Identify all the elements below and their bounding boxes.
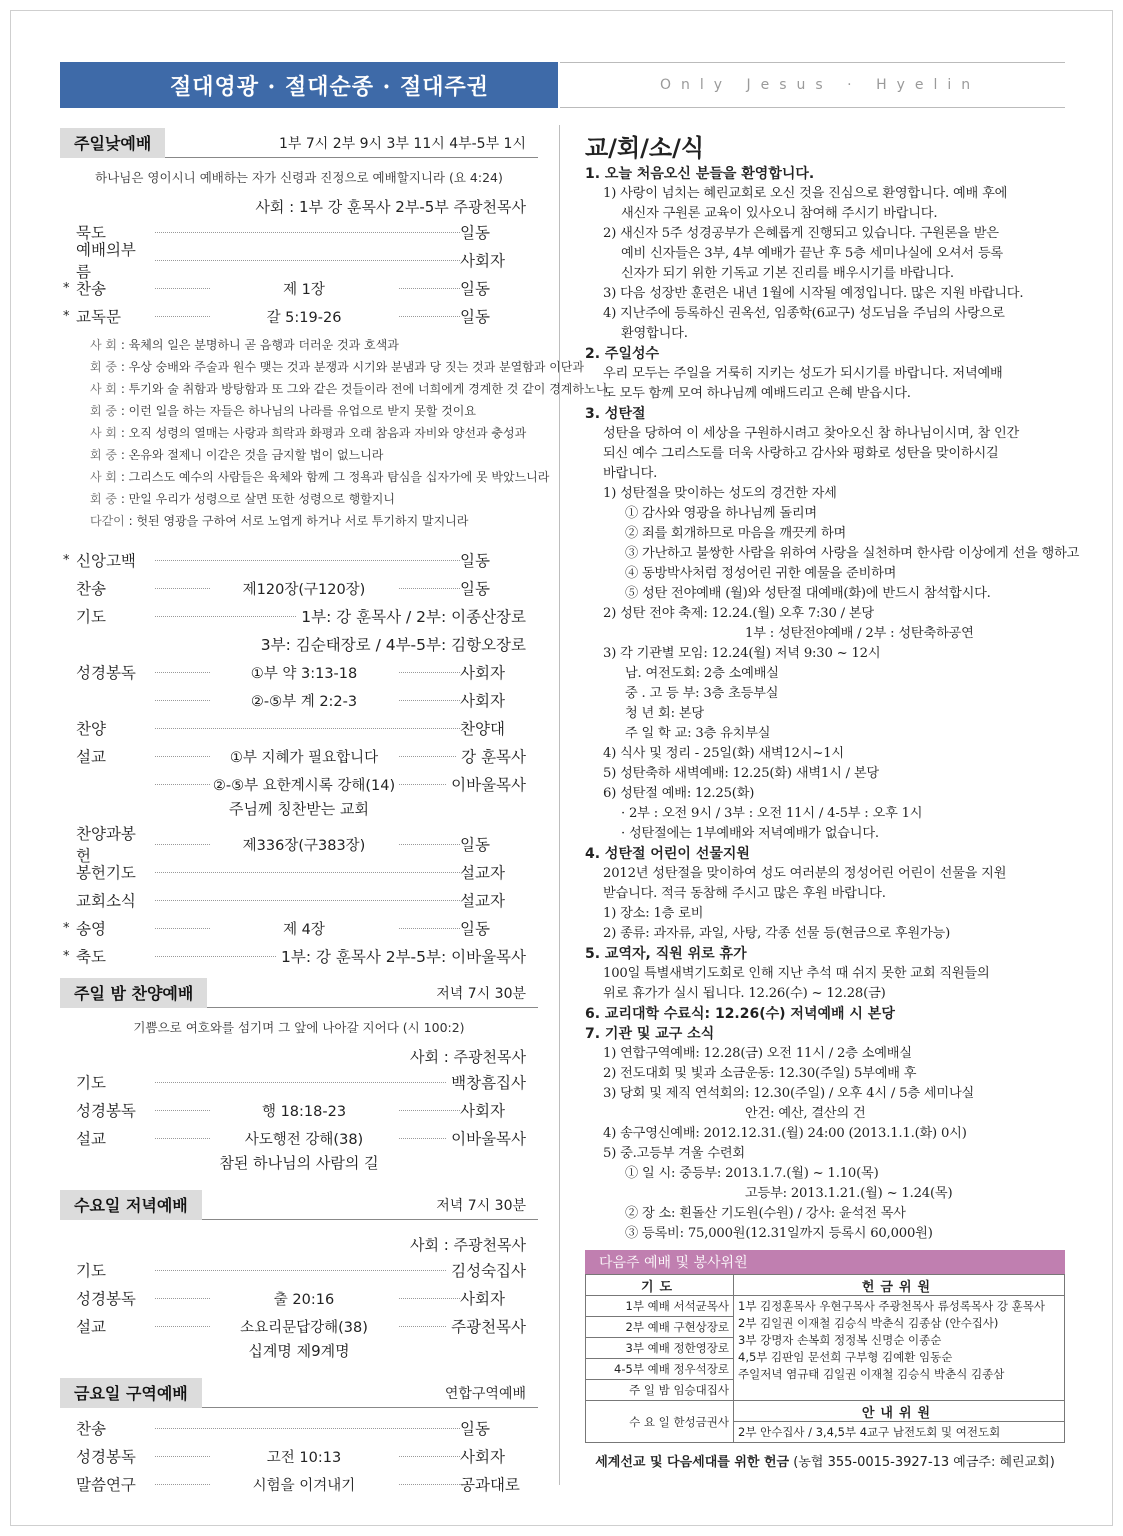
section-title: 주일 밤 찬양예배 bbox=[60, 978, 207, 1008]
order-detail: 제 1장 bbox=[210, 278, 398, 299]
offering-line: 주일저녁 염규태 김일권 이재철 김승식 박춘식 김종삼 bbox=[738, 1367, 1005, 1381]
order-leader: 강 훈목사 bbox=[457, 745, 526, 767]
news-line: ① 감사와 영광을 하나님께 돌리며 bbox=[625, 506, 817, 521]
order-label: 설교 bbox=[76, 1130, 106, 1148]
leader-dots bbox=[155, 560, 460, 561]
order-row bbox=[60, 546, 538, 574]
sermon-subtitle: 참된 하나님의 사람의 길 bbox=[219, 1154, 379, 1172]
prayer-header: 기도 bbox=[586, 1275, 734, 1296]
host-line: 사회 : 주광천목사 bbox=[409, 1236, 526, 1254]
order-leader: 주광천목사 bbox=[447, 1315, 526, 1337]
host-line: 사회 : 주광천목사 bbox=[409, 1048, 526, 1066]
order-detail: 행 18:18-23 bbox=[210, 1100, 398, 1121]
responsive-line: 회 중 : 만일 우리가 성령으로 살면 또한 성령으로 행할지니 bbox=[90, 492, 395, 506]
news-list bbox=[585, 164, 1080, 1244]
news-line: 6) 성탄절 예배: 12.25(화) bbox=[603, 786, 755, 801]
section-title: 수요일 저녁예배 bbox=[60, 1190, 202, 1220]
reading-text: 만일 우리가 성령으로 살면 또한 성령으로 행할지니 bbox=[128, 492, 395, 506]
news-line: 성탄을 당하여 이 세상을 구원하시려고 찾아오신 참 하나님이시며, 참 인간 bbox=[603, 426, 1020, 441]
news-line: ① 일 시: 중등부: 2013.1.7.(월) ~ 1.10(목) bbox=[625, 1166, 879, 1181]
prayer-cell: 2부 예배 구현상장로 bbox=[586, 1317, 734, 1338]
order-leader: 이바울목사 bbox=[447, 1127, 526, 1149]
news-line: 1) 장소: 1층 로비 bbox=[603, 906, 704, 921]
news-line: 청 년 회: 본당 bbox=[625, 706, 704, 721]
order-leader: 일동 bbox=[460, 917, 526, 939]
order-row bbox=[60, 1256, 538, 1284]
news-item-heading: 7. 기관 및 교구 소식 bbox=[585, 1026, 715, 1042]
section-times: 연합구역예배 bbox=[444, 1385, 526, 1402]
news-line: 신자가 되기 위한 기독교 기본 진리를 배우시기를 바랍니다. bbox=[621, 266, 954, 281]
reading-text: 우상 숭배와 주술과 원수 맺는 것과 분쟁과 시기와 분냄과 당 짓는 것과 분열함과 이단과 bbox=[128, 360, 584, 374]
order-row bbox=[60, 602, 538, 630]
order-detail: ①부 지혜가 필요합니다 bbox=[210, 746, 398, 767]
reader-role: 사 회 bbox=[90, 382, 117, 396]
news-line: 위로 휴가가 실시 됩니다. 12.26(수) ~ 12.28(금) bbox=[603, 986, 886, 1001]
order-leader: 사회자 bbox=[460, 689, 526, 711]
church-news-column bbox=[585, 128, 1080, 1470]
order-label: 말씀연구 bbox=[76, 1476, 136, 1494]
responsive-line: 사 회 : 그리스도 예수의 사람들은 육체와 함께 그 정욕과 탐심을 십자가에 못 박았느니라 bbox=[90, 470, 550, 484]
responsive-line: 회 중 : 우상 숭배와 주술과 원수 맺는 것과 분쟁과 시기와 분냄과 당 짓는 것과 분열함과 이단과 bbox=[90, 360, 584, 374]
order-leader: 일동 bbox=[460, 577, 526, 599]
responsive-line: 사 회 : 육체의 일은 분명하니 곧 음행과 더러운 것과 호색과 bbox=[90, 338, 399, 352]
responsive-line: 다같이 : 헛된 영광을 구하여 서로 노엽게 하거나 서로 투기하지 말지니라 bbox=[90, 514, 469, 528]
order-row bbox=[60, 886, 538, 914]
leader-dots bbox=[155, 232, 460, 233]
leader-dots bbox=[155, 260, 460, 261]
responsive-line: 회 중 : 온유와 절제니 이같은 것을 금지할 법이 없느니라 bbox=[90, 448, 384, 462]
news-line: 4) 지난주에 등록하신 권옥선, 임종학(6교구) 성도님을 주님의 사랑으로 bbox=[603, 306, 1005, 321]
news-line: 4) 식사 및 정리 - 25일(화) 새벽12시~1시 bbox=[603, 746, 844, 761]
reader-role: 사 회 bbox=[90, 470, 117, 484]
order-detail: 제120장(구120장) bbox=[210, 578, 398, 599]
news-line: ③ 등록비: 75,000원(12.31일까지 등록시 60,000원) bbox=[625, 1226, 933, 1241]
news-line: 우리 모두는 주일을 거룩히 지키는 성도가 되시기를 바랍니다. 저녁예배 bbox=[603, 366, 1003, 381]
order-detail: 사도행전 강해(38) bbox=[210, 1128, 398, 1149]
order-label: 봉헌기도 bbox=[76, 864, 136, 882]
offering-cell bbox=[734, 1296, 1065, 1401]
order-row bbox=[60, 1414, 538, 1442]
standing-mark: * bbox=[63, 308, 70, 324]
offering-line: 4,5부 김판임 문선희 구부형 김예환 임동순 bbox=[738, 1350, 953, 1364]
order-label: 기도 bbox=[76, 1074, 106, 1092]
reading-text: 투기와 술 취함과 방탕함과 또 그와 같은 것들이라 전에 너희에게 경계한 것 같이 경계하노니 bbox=[128, 382, 608, 396]
reader-role: 회 중 bbox=[90, 492, 117, 506]
news-line: ③ 가난하고 불쌍한 사람을 위하여 사랑을 실천하며 한사람 이상에게 선을 행하고 bbox=[625, 546, 1080, 561]
standing-mark: * bbox=[63, 280, 70, 296]
order-list bbox=[60, 1068, 538, 1152]
section-header-sunday-evening bbox=[60, 978, 538, 1008]
order-leader: 찬양대 bbox=[460, 717, 526, 739]
order-label: 신앙고백 bbox=[76, 552, 136, 570]
order-list bbox=[60, 218, 538, 330]
order-row bbox=[60, 686, 538, 714]
news-line: 2) 성탄 전야 축제: 12.24.(월) 오후 7:30 / 본당 bbox=[603, 606, 874, 621]
news-line: 중 . 고 등 부: 3층 초등부실 bbox=[625, 686, 779, 701]
leader-dots bbox=[155, 728, 460, 729]
section-times: 1부 7시 2부 9시 3부 11시 4부-5부 1시 bbox=[279, 135, 526, 152]
news-item-heading: 1. 오늘 처음오신 분들을 환영합니다. bbox=[585, 166, 815, 182]
responsive-line: 사 회 : 오직 성령의 열매는 사랑과 희락과 화평과 오래 참음과 자비와 양선과 충성과 bbox=[90, 426, 527, 440]
order-leader: 설교자 bbox=[460, 861, 526, 883]
order-row bbox=[60, 1284, 538, 1312]
order-label: 성경봉독 bbox=[76, 664, 136, 682]
order-leader: 일동 bbox=[460, 221, 526, 243]
volunteers-header: 다음주 예배 및 봉사위원 bbox=[585, 1250, 1065, 1274]
news-line: 4) 송구영신예배: 2012.12.31.(월) 24:00 (2013.1.1.(화) 0시) bbox=[603, 1126, 967, 1141]
news-line: 안건: 예산, 결산의 건 bbox=[745, 1106, 866, 1121]
order-leader: 사회자 bbox=[460, 1287, 526, 1309]
order-detail: 출 20:16 bbox=[210, 1288, 398, 1309]
order-label: 기도 bbox=[76, 608, 106, 626]
order-label: 찬양과봉헌 bbox=[76, 825, 136, 865]
reading-text: 오직 성령의 열매는 사랑과 희락과 화평과 오래 참음과 자비와 양선과 충성과 bbox=[128, 426, 527, 440]
news-line: 1부 : 성탄전야예배 / 2부 : 성탄축하공연 bbox=[745, 626, 974, 641]
order-leader: 사회자 bbox=[460, 1099, 526, 1121]
order-label: 교독문 bbox=[76, 308, 121, 326]
news-line: 5) 중.고등부 겨울 수련회 bbox=[603, 1146, 745, 1161]
prayer-cell: 주 일 밤 임승대집사 bbox=[586, 1380, 734, 1401]
news-line: 100일 특별새벽기도회로 인해 지난 추석 때 쉬지 못한 교회 직원들의 bbox=[603, 966, 990, 981]
reader-role: 다같이 bbox=[90, 514, 125, 528]
order-label: 기도 bbox=[76, 1262, 106, 1280]
reader-role: 회 중 bbox=[90, 360, 117, 374]
order-label: 송영 bbox=[76, 920, 106, 938]
order-row bbox=[60, 302, 538, 330]
news-line: · 성탄절에는 1부예배와 저녁예배가 없습니다. bbox=[621, 826, 879, 841]
section-times: 저녁 7시 30분 bbox=[436, 1197, 526, 1214]
news-item-heading: 4. 성탄절 어린이 선물지원 bbox=[585, 846, 750, 862]
news-line: 2) 전도대회 및 빛과 소금운동: 12.30(주일) 5부예배 후 bbox=[603, 1066, 917, 1081]
order-label: 찬송 bbox=[76, 1420, 106, 1438]
mission-offering-note bbox=[585, 1451, 1065, 1470]
news-line: ④ 동방박사처럼 정성어린 귀한 예물을 준비하며 bbox=[625, 566, 897, 581]
offering-line: 3부 강명자 손복희 정정복 신명순 이종순 bbox=[738, 1333, 942, 1347]
reading-text: 육체의 일은 분명하니 곧 음행과 더러운 것과 호색과 bbox=[128, 338, 399, 352]
order-leader: 일동 bbox=[460, 833, 526, 855]
section-header-sunday-morning bbox=[60, 128, 538, 158]
standing-mark: * bbox=[63, 552, 70, 568]
leader-dots bbox=[155, 1270, 460, 1271]
reader-role: 회 중 bbox=[90, 448, 117, 462]
reading-text: 온유와 절제니 이같은 것을 금지할 법이 없느니라 bbox=[128, 448, 384, 462]
order-label: 설교 bbox=[76, 748, 106, 766]
responsive-line: 사 회 : 투기와 술 취함과 방탕함과 또 그와 같은 것들이라 전에 너희에게 경계한 것 같이 경계하노니 bbox=[90, 382, 608, 396]
news-line: 1) 연합구역예배: 12.28(금) 오전 11시 / 2층 소예배실 bbox=[603, 1046, 912, 1061]
order-row bbox=[60, 914, 538, 942]
order-leader: 백창흠집사 bbox=[447, 1071, 526, 1093]
motto-banner: 절대영광 · 절대순종 · 절대주권 bbox=[60, 62, 558, 108]
order-leader: 사회자 bbox=[460, 1445, 526, 1467]
news-item-heading: 3. 성탄절 bbox=[585, 406, 646, 422]
order-leader: 사회자 bbox=[460, 661, 526, 683]
order-detail: 제336장(구383장) bbox=[210, 834, 398, 855]
order-label: 묵도 bbox=[76, 224, 106, 242]
news-item-heading: 2. 주일성수 bbox=[585, 346, 660, 362]
order-list bbox=[60, 825, 538, 970]
news-line: 되신 예수 그리스도를 더욱 사랑하고 감사와 평화로 성탄을 맞이하시길 bbox=[603, 446, 999, 461]
leader-dots bbox=[155, 1082, 460, 1083]
reader-role: 회 중 bbox=[90, 404, 117, 418]
order-label: 예배의부름 bbox=[76, 241, 136, 281]
prayer-cell: 4-5부 예배 정우석장로 bbox=[586, 1359, 734, 1380]
order-leader: 일동 bbox=[460, 305, 526, 327]
order-row bbox=[60, 1068, 538, 1096]
order-leader: 3부: 김순태장로 / 4부-5부: 김항오장로 bbox=[257, 633, 526, 655]
guide-cell: 2부 안수집사 / 3,4,5부 4교구 남전도회 및 여전도회 bbox=[734, 1422, 1065, 1443]
leader-dots bbox=[155, 872, 460, 873]
order-row bbox=[60, 1312, 538, 1340]
news-line: 2) 새신자 5주 성경공부가 은혜롭게 진행되고 있습니다. 구원론을 받은 bbox=[603, 226, 999, 241]
order-row bbox=[60, 714, 538, 742]
news-line: 도 모두 함께 모여 하나님께 예배드리고 은혜 받읍시다. bbox=[603, 386, 911, 401]
offering-title: 세계선교 및 다음세대를 위한 헌금 bbox=[595, 1455, 790, 1470]
standing-mark: * bbox=[63, 920, 70, 936]
section-title: 주일낮예배 bbox=[60, 128, 165, 158]
order-label: 교회소식 bbox=[76, 892, 136, 910]
order-leader: 일동 bbox=[460, 277, 526, 299]
news-line: 2012년 성탄절을 맞이하여 성도 여러분의 정성어린 어린이 선물을 지원 bbox=[603, 866, 1007, 881]
order-leader: 공과대로 bbox=[460, 1473, 526, 1495]
section-title: 금요일 구역예배 bbox=[60, 1378, 202, 1408]
order-label: 찬송 bbox=[76, 580, 106, 598]
prayer-cell: 3부 예배 정한영장로 bbox=[586, 1338, 734, 1359]
news-line: 5) 성탄축하 새벽예배: 12.25(화) 새벽1시 / 본당 bbox=[603, 766, 879, 781]
news-line: 3) 각 기관별 모임: 12.24(월) 저녁 9:30 ~ 12시 bbox=[603, 646, 881, 661]
prayer-cell: 수 요 일 한성금권사 bbox=[586, 1401, 734, 1443]
order-row bbox=[60, 1442, 538, 1470]
offering-line: 2부 김일권 이재철 김승식 박춘식 김종삼 (안수집사) bbox=[738, 1316, 999, 1330]
order-row bbox=[60, 1124, 538, 1152]
order-label: 찬송 bbox=[76, 280, 106, 298]
order-row bbox=[60, 770, 538, 798]
reading-text: 그리스도 예수의 사람들은 육체와 함께 그 정욕과 탐심을 십자가에 못 박았느니라 bbox=[128, 470, 550, 484]
order-row bbox=[60, 658, 538, 686]
prayer-cell: 1부 예배 서석균목사 bbox=[586, 1296, 734, 1317]
reader-role: 사 회 bbox=[90, 426, 117, 440]
order-detail: ②-⑤부 요한계시록 강해(14) bbox=[210, 774, 398, 795]
news-line: 환영합니다. bbox=[621, 326, 688, 341]
responsive-reading bbox=[60, 334, 608, 532]
order-leader: 1부: 강 훈목사 2부-5부: 이바울목사 bbox=[277, 945, 526, 967]
news-line: 바랍니다. bbox=[603, 466, 658, 481]
section-header-friday bbox=[60, 1378, 538, 1408]
responsive-line: 회 중 : 이런 일을 하는 자들은 하나님의 나라를 유업으로 받지 못할 것이요 bbox=[90, 404, 476, 418]
sermon-subtitle: 십계명 제9계명 bbox=[248, 1342, 350, 1360]
leader-dots bbox=[155, 900, 460, 901]
news-line: 받습니다. 적극 동참해 주시고 많은 후원 바랍니다. bbox=[603, 886, 886, 901]
leader-dots bbox=[155, 1428, 460, 1429]
bank-account: (농협 355-0015-3927-13 예금주: 혜린교회) bbox=[789, 1455, 1055, 1470]
order-row bbox=[60, 241, 538, 281]
news-item-heading: 6. 교리대학 수료식: 12.26(수) 저녁예배 시 본당 bbox=[585, 1006, 895, 1022]
scripture-verse: 하나님은 영이시니 예배하는 자가 신령과 진정으로 예배할지니라 (요 4:24) bbox=[95, 170, 503, 185]
news-line: ② 장 소: 흰돌산 기도원(수원) / 강사: 윤석전 목사 bbox=[625, 1206, 906, 1221]
worship-order-column bbox=[60, 128, 608, 1498]
news-line: 2) 종류: 과자류, 과일, 사탕, 각종 선물 등(현금으로 후원가능) bbox=[603, 926, 951, 941]
reader-role: 사 회 bbox=[90, 338, 117, 352]
news-line: 3) 당회 및 제직 연석회의: 12.30(주일) / 오후 4시 / 5층 세미나실 bbox=[603, 1086, 975, 1101]
news-line: 예비 신자들은 3부, 4부 예배가 끝난 후 5층 세미나실에 오셔서 등록 bbox=[621, 246, 1003, 261]
scripture-verse: 기쁨으로 여호와를 섬기며 그 앞에 나아갈 지어다 (시 100:2) bbox=[133, 1020, 465, 1035]
news-item-heading: 5. 교역자, 직원 위로 휴가 bbox=[585, 946, 747, 962]
order-label: 성경봉독 bbox=[76, 1448, 136, 1466]
order-row bbox=[60, 825, 538, 865]
order-list bbox=[60, 1256, 538, 1340]
sermon-subtitle: 주님께 칭찬받는 교회 bbox=[229, 800, 369, 818]
order-list bbox=[60, 546, 538, 798]
order-row bbox=[60, 942, 538, 970]
column-divider bbox=[559, 125, 560, 1485]
order-leader: 이바울목사 bbox=[447, 773, 526, 795]
order-row bbox=[60, 630, 538, 658]
order-leader: 일동 bbox=[460, 549, 526, 571]
offering-line: 1부 김정훈목사 우현구목사 주광천목사 류성록목사 강 훈목사 bbox=[738, 1299, 1045, 1313]
news-line: · 2부 : 오전 9시 / 3부 : 오전 11시 / 4-5부 : 오후 1시 bbox=[621, 806, 923, 821]
section-times: 저녁 7시 30분 bbox=[436, 985, 526, 1002]
standing-mark: * bbox=[63, 948, 70, 964]
news-line: 3) 다음 성장반 훈련은 내년 1월에 시작될 예정입니다. 많은 지원 바랍니다. bbox=[603, 286, 1024, 301]
order-row bbox=[60, 1470, 538, 1498]
order-leader: 사회자 bbox=[460, 249, 526, 271]
order-detail: 갈 5:19-26 bbox=[210, 306, 398, 327]
order-detail: 고전 10:13 bbox=[210, 1446, 398, 1467]
news-line: 1) 사랑이 넘치는 혜린교회로 오신 것을 진심으로 환영합니다. 예배 후에 bbox=[603, 186, 1008, 201]
order-label: 축도 bbox=[76, 948, 106, 966]
offering-header: 헌금위원 bbox=[734, 1275, 1065, 1296]
news-title: 교/회/소/식 bbox=[585, 134, 705, 162]
order-label: 성경봉독 bbox=[76, 1102, 136, 1120]
order-leader: 1부: 강 훈목사 / 2부: 이종산장로 bbox=[297, 605, 526, 627]
guide-header: 안내위원 bbox=[734, 1401, 1065, 1422]
news-line: 고등부: 2013.1.21.(월) ~ 1.24(목) bbox=[745, 1186, 953, 1201]
order-leader: 설교자 bbox=[460, 889, 526, 911]
order-row bbox=[60, 574, 538, 602]
news-line: 남. 여전도회: 2층 소예배실 bbox=[625, 666, 779, 681]
order-row bbox=[60, 274, 538, 302]
order-row bbox=[60, 858, 538, 886]
news-line: 1) 성탄절을 맞이하는 성도의 경건한 자세 bbox=[603, 486, 837, 501]
host-line: 사회 : 1부 강 훈목사 2부-5부 주광천목사 bbox=[255, 198, 526, 216]
news-line: ⑤ 성탄 전야예배 (월)와 성탄절 대예배(화)에 반드시 참석합시다. bbox=[625, 586, 991, 601]
order-detail: 제 4장 bbox=[210, 918, 398, 939]
order-detail: ②-⑤부 계 2:2-3 bbox=[210, 690, 398, 711]
section-header-wednesday bbox=[60, 1190, 538, 1220]
order-row bbox=[60, 1096, 538, 1124]
tagline: Only Jesus · Hyelin bbox=[560, 62, 1065, 108]
news-line: 주 일 학 교: 3층 유치부실 bbox=[625, 726, 771, 741]
order-detail: 시험을 이겨내기 bbox=[210, 1474, 398, 1495]
order-label: 설교 bbox=[76, 1318, 106, 1336]
order-detail: 소요리문답강해(38) bbox=[210, 1316, 398, 1337]
order-list bbox=[60, 1414, 538, 1498]
news-line: 새신자 구원론 교육이 있사오니 참여해 주시기 바랍니다. bbox=[621, 206, 938, 221]
reading-text: 이런 일을 하는 자들은 하나님의 나라를 유업으로 받지 못할 것이요 bbox=[128, 404, 476, 418]
volunteers-table bbox=[585, 1274, 1065, 1443]
reading-text: 헛된 영광을 구하여 서로 노엽게 하거나 서로 투기하지 말지니라 bbox=[136, 514, 469, 528]
order-detail: ①부 약 3:13-18 bbox=[210, 662, 398, 683]
order-leader: 김성숙집사 bbox=[447, 1259, 526, 1281]
news-line: ② 죄를 회개하므로 마음을 깨끗케 하며 bbox=[625, 526, 847, 541]
order-row bbox=[60, 742, 538, 770]
order-leader: 일동 bbox=[460, 1417, 526, 1439]
order-label: 찬양 bbox=[76, 720, 106, 738]
order-label: 성경봉독 bbox=[76, 1290, 136, 1308]
